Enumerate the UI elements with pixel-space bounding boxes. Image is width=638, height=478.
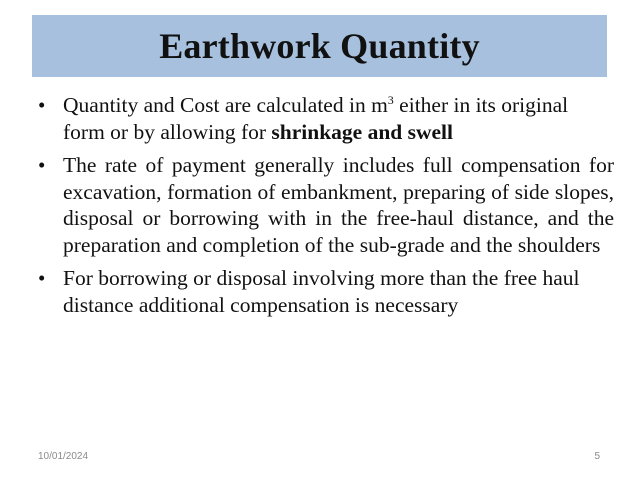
bullet-dot-icon: • (38, 93, 46, 117)
bullet-list (38, 92, 614, 325)
bullet-item-quantity-cost (38, 92, 614, 145)
bullet-item-borrowing-disposal (38, 265, 614, 318)
footer-date: 10/01/2024 (38, 451, 89, 462)
bullet-dot-icon: • (38, 266, 46, 290)
bullet-dot-icon: • (38, 153, 46, 177)
bullet-text-part: Quantity and Cost are calculated in m (63, 93, 388, 117)
bullet-text-part: either in its original form or by allowing for (63, 93, 569, 144)
footer-page-number: 5 (594, 451, 600, 462)
emphasis-text: shrinkage and swell (271, 119, 453, 144)
bullet-text: The rate of payment generally includes full compensation for excavation, formation of embankment, preparing of side slopes, disposal or borrowing with in the free-haul distance, and the preparation and completion of the sub-grade and the shoulders (63, 153, 614, 257)
bullet-text: For borrowing or disposal involving more than the free haul distance additional compensation is necessary (63, 266, 580, 317)
bullet-text (63, 93, 568, 144)
unit-superscript: 3 (387, 93, 394, 107)
bullet-item-rate-of-payment (38, 152, 614, 258)
slide-title: Earthwork Quantity (159, 26, 480, 66)
title-banner (32, 15, 607, 77)
